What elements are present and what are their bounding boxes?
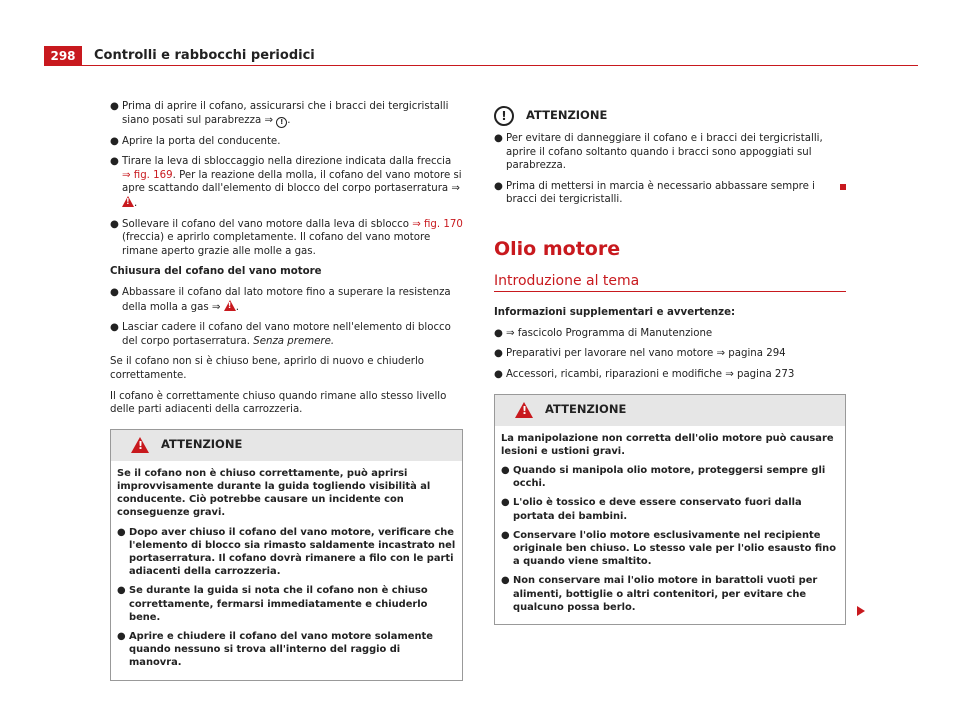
warning-body: La manipolazione non corretta dell'olio motore può causare lesioni e ustioni gravi. ● Quando si manipola olio motore, proteggersi sempre gli occhi. ● L'olio è tossico e deve essere conservato fuori dalla portata dei bambini. ● Conservare l'olio motore esclusivamente nel recipiente originale ben chiuso. Lo stesso vale per l'olio esausto fino a quando viene smaltito. ● Non conservare mai l'olio motore in barattoli vuoti per alimenti, bottiglie o altri contenitori, per evitare che qualcuno possa berlo. (495, 426, 845, 624)
list-item: ● Lasciar cadere il cofano del vano motore nell'elemento di blocco del corpo portaserratura. Senza premere. (110, 322, 451, 347)
list-item: ● Accessori, ricambi, riparazioni e modifiche ⇒ pagina 273 (494, 368, 795, 380)
warning-box (110, 429, 463, 681)
list-item: ● Abbassare il cofano dal lato motore fino a superare la resistenza della molla a gas ⇒ !. (110, 286, 463, 314)
list-item: ● Se durante la guida si nota che il cofano non è chiuso correttamente, fermarsi immediatamente e chiuderlo bene. (117, 585, 428, 623)
warning-triangle-icon (515, 402, 533, 418)
warning-body: Se il cofano non è chiuso correttamente, può aprirsi improvvisamente durante la guida togliendo visibilità al conducente. Ciò potrebbe causare un incidente con conseguenze gravi. ● Dopo aver chiuso il cofano del vano motore, verificare che l'elemento di blocco sia rimasto saldamente incastrato nel portaserratura. Il cofano dovrà rimanere a filo con le parti adiacenti della carrozzeria. ● Se durante la guida si nota che il cofano non è chiuso correttamente, fermarsi immediatamente e chiuderlo bene. ● Aprire e chiudere il cofano del vano motore solamente quando nessuno si trova all'interno del raggio di manovra. (117, 467, 456, 669)
page-number: 298 (44, 46, 82, 66)
closing-heading: Chiusura del cofano del vano motore (110, 266, 322, 278)
caution-circle-icon: ! (494, 106, 514, 126)
continue-arrow-icon (857, 606, 865, 616)
bullet-dot: ● (110, 101, 119, 112)
section-subtitle: Introduzione al tema (494, 275, 846, 293)
list-item: ● Preparativi per lavorare nel vano motore ⇒ pagina 294 (494, 348, 786, 360)
list-item: ● Non conservare mai l'olio motore in barattoli vuoti per alimenti, bottiglie o altri contenitori, per evitare che qualcuno possa berlo. (501, 575, 818, 613)
section-title: Olio motore (494, 237, 621, 260)
warning-triangle-icon (131, 437, 149, 453)
header-title: Controlli e rabbocchi periodici (94, 48, 315, 63)
list-item: ● Sollevare il cofano del vano motore dalla leva di sblocco ⇒ fig. 170 (freccia) e aprirlo completamente. Il cofano del vano motore rimane aperto grazie alle molle a gas. (110, 218, 463, 257)
list-item: ● Prima di mettersi in marcia è necessario abbassare sempre i bracci dei tergicristalli. (494, 180, 846, 207)
caution-header (494, 106, 846, 126)
list-item: ● Aprire e chiudere il cofano del vano motore solamente quando nessuno si trova all'interno del raggio di manovra. (117, 630, 433, 669)
caution-title: ATTENZIONE (526, 108, 608, 123)
list-item: ● Conservare l'olio motore esclusivamente nel recipiente originale ben chiuso. Lo stesso vale per l'olio esausto fino a quando viene smaltito. (501, 529, 836, 568)
warning-box-header (111, 430, 462, 461)
fig-169-link[interactable]: ⇒ fig. 169 (122, 169, 173, 181)
paragraph: Se il cofano non si è chiuso bene, aprirlo di nuovo e chiuderlo correttamente. (110, 356, 425, 381)
list-item: ● Quando si manipola olio motore, proteggersi sempre gli occhi. (501, 464, 826, 490)
list-item: ● ⇒ fascicolo Programma di Manutenzione (494, 327, 713, 339)
right-column (494, 106, 846, 625)
list-item: ● Dopo aver chiuso il cofano del vano motore, verificare che l'elemento di blocco sia rimasto saldamente incastrato nel portaserratura. Il cofano dovrà rimanere a filo con le parti adiacenti della carrozzeria. (117, 526, 456, 578)
paragraph: Il cofano è correttamente chiuso quando rimane allo stesso livello delle parti adiacenti della carrozzeria. (110, 390, 447, 416)
section-end-square-icon (840, 184, 846, 190)
left-column (110, 100, 463, 681)
info-heading: Informazioni supplementari e avvertenze: (494, 307, 736, 319)
list-item: ● Per evitare di danneggiare il cofano e i bracci dei tergicristalli, aprire il cofano soltanto quando i bracci sono appoggiati sul parabrezza. (494, 133, 823, 172)
header-rule (44, 65, 918, 66)
warning-title: ATTENZIONE (161, 437, 243, 452)
list-item: ● Prima di aprire il cofano, assicurarsi che i bracci dei tergicristalli siano posati sul parabrezza ⇒ ! . (110, 101, 449, 126)
warning-triangle-icon[interactable] (122, 196, 134, 207)
list-item: ● Tirare la leva di sbloccaggio nella direzione indicata dalla freccia ⇒ fig. 169. Per la reazione della molla, il cofano del vano motore si apre scattando dall'elemento di blocco del corpo portaserratura ⇒ !. (110, 155, 463, 210)
info-circle-icon[interactable]: ! (276, 117, 287, 128)
list-item: ● Aprire la porta del conducente. (110, 135, 281, 147)
list-item: ● L'olio è tossico e deve essere conservato fuori dalla portata dei bambini. (501, 497, 802, 522)
warning-triangle-icon[interactable] (224, 300, 236, 311)
warning-box-header (495, 395, 845, 426)
warning-title: ATTENZIONE (545, 402, 627, 417)
warning-box (494, 394, 846, 625)
fig-170-link[interactable]: ⇒ fig. 170 (412, 218, 463, 230)
